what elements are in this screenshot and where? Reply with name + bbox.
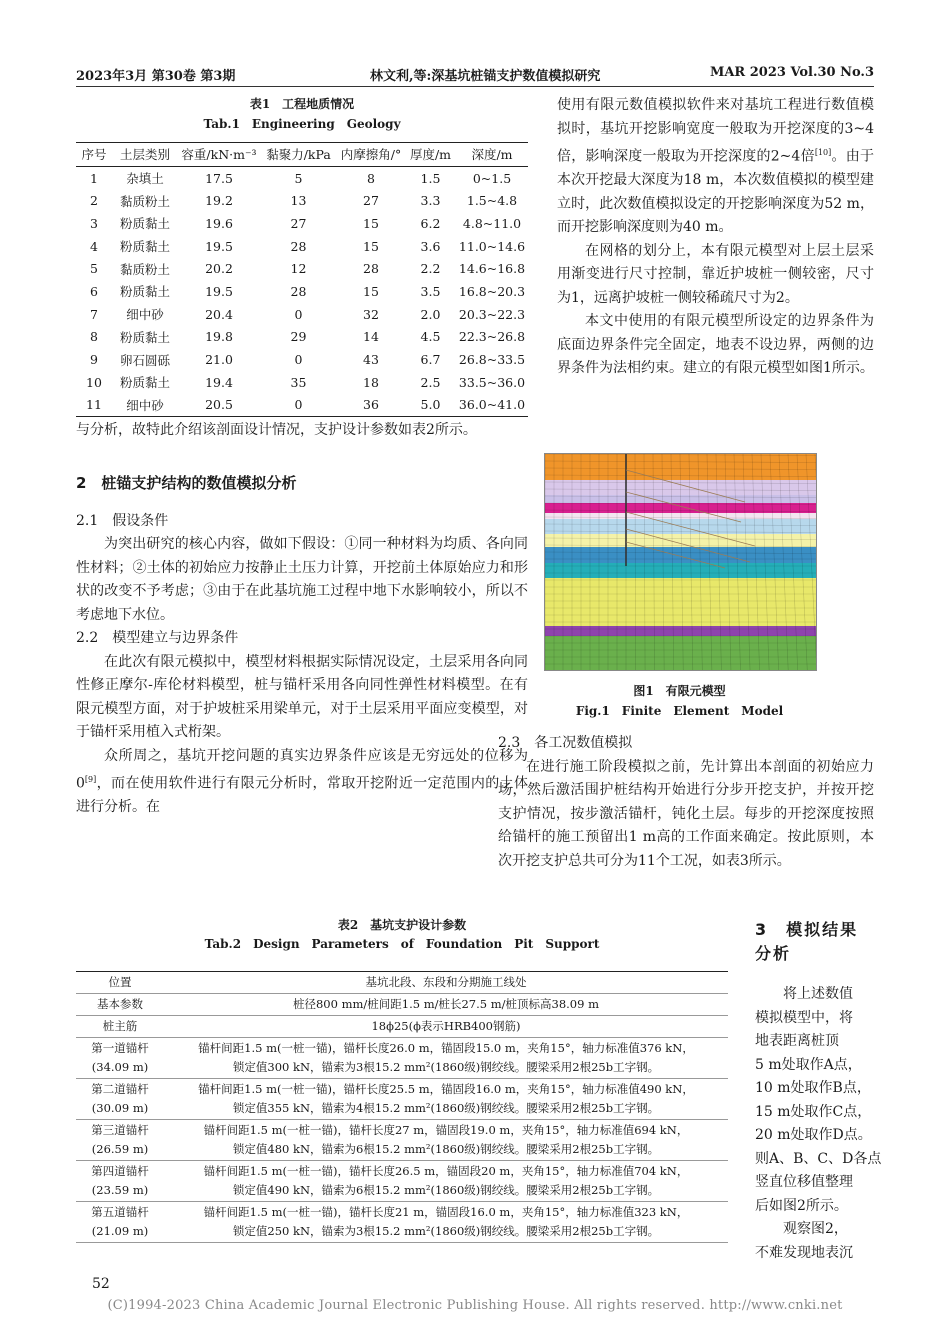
- table1-cell: 20.2: [205, 261, 233, 277]
- section3-line: 观察图2，: [783, 1221, 848, 1237]
- table2-label: 第二道锚杆: [91, 1082, 149, 1096]
- table2-label-cell: [76, 972, 164, 994]
- table2-caption-cn: 表2 基坑支护设计参数: [337, 918, 467, 932]
- section21-paragraph: 为突出研究的核心内容，做如下假设：①同一种材料为均质、各向同性材料；②土体的初始应力按静止土压力计算，开挖前土体原始应力和形状的改变不予考虑；③由于在此基坑施工过程中地下水影响较小，所以不考虑地下水位。: [76, 536, 528, 623]
- copyright-footer: (C)1994-2023 China Academic Journal Electronic Publishing House. All rights reserved. http://www.cnki.net: [107, 1298, 843, 1313]
- table2-label-cell: [76, 1202, 164, 1243]
- paragraph-after-table1: 与分析，故特此介绍该剖面设计情况，支护设计参数如表2所示。: [76, 422, 477, 438]
- figure1-caption-en: Fig.1 Finite Element Model: [575, 704, 784, 718]
- table1-cell: 14.6~16.8: [458, 261, 526, 277]
- excavation-area: [545, 454, 625, 551]
- section3: [755, 918, 882, 1265]
- table2-label-cell: [76, 1038, 164, 1079]
- section23: [498, 732, 874, 873]
- table2-row: [76, 1079, 728, 1120]
- table1-cell: 27: [290, 215, 307, 231]
- table1-cell: 粉质黏土: [119, 216, 170, 232]
- section3-line: 后如图2所示。: [755, 1197, 848, 1214]
- table1-grid: [76, 142, 528, 417]
- table2-content-line2: 锁定值300 kN，锚索为3根15.2 mm²(1860级)钢绞线。腰梁采用2根25b工字钢。: [232, 1060, 660, 1074]
- table2-label-cell: [76, 994, 164, 1016]
- table1-cell: 4.5: [420, 329, 441, 345]
- section2-title: 2 桩锚支护结构的数值模拟分析: [76, 473, 297, 492]
- reference-10: [10]: [814, 148, 832, 157]
- table2-label: 基本参数: [97, 997, 143, 1011]
- table1-cell: 29: [290, 329, 307, 345]
- table2-content-cell: [164, 1038, 728, 1079]
- table2-label: 位置: [108, 975, 132, 989]
- left-column: [76, 419, 528, 820]
- table1-cell: 6: [90, 283, 98, 299]
- table2-content-line2: 锁定值490 kN，锚索为6根15.2 mm²(1860级)钢绞线。腰梁采用2根25b工字钢。: [232, 1183, 660, 1197]
- table2-row: [76, 1161, 728, 1202]
- table2-content-line2: 锁定值480 kN，锚索为6根15.2 mm²(1860级)钢绞线。腰梁采用2根25b工字钢。: [232, 1142, 660, 1156]
- section3-line: 5 m处取作A点，: [755, 1056, 862, 1073]
- table1-cell: 13: [290, 193, 307, 209]
- table2-row: [76, 1016, 728, 1038]
- table1-cell: 19.5: [205, 283, 233, 299]
- table1-cell: 5: [90, 261, 98, 277]
- section22-p2-part-b: ，而在使用软件进行有限元分析时，常取开挖附近一定范围内的土体进行分析。在: [76, 775, 528, 816]
- table1-cell: 11: [86, 397, 102, 413]
- table2-row: [76, 972, 728, 994]
- header-journal-issue: 2023年3月 第30卷 第3期: [76, 69, 236, 84]
- table2-content-line2: 锁定值355 kN，锚索为4根15.2 mm²(1860级)钢绞线。腰梁采用2根25b工字钢。: [232, 1101, 660, 1115]
- table1-cell: 28: [290, 283, 307, 299]
- table1-cell: 15: [363, 238, 379, 254]
- section3-line: 模拟模型中，将: [755, 1009, 853, 1026]
- table1-header-cell: 深度/m: [471, 147, 513, 163]
- table1-cell: 卵石圆砾: [119, 352, 170, 368]
- table2-content: 锚杆间距1.5 m(一桩一锚)，锚杆长度26.0 m，锚固段15.0 m，夹角15°，轴力标准值376 kN，: [198, 1041, 694, 1055]
- table2-row: [76, 994, 728, 1016]
- section22-title: 2.2 模型建立与边界条件: [76, 630, 239, 646]
- table1-cell: 细中砂: [126, 307, 164, 323]
- table2-label-elevation: (23.59 m): [91, 1183, 149, 1197]
- table2-content: 桩径800 mm/桩间距1.5 m/桩长27.5 m/桩顶标高38.09 m: [292, 997, 600, 1011]
- table2-content-cell: [164, 1161, 728, 1202]
- table2-content: 锚杆间距1.5 m(一桩一锚)，锚杆长度27 m，锚固段19.0 m，夹角15°，轴力标准值694 kN，: [203, 1123, 689, 1137]
- table1-cell: 粉质黏土: [119, 239, 170, 255]
- table1-header-cell: 内摩擦角/°: [340, 147, 402, 163]
- table2-content: 锚杆间距1.5 m(一桩一锚)，锚杆长度21 m，锚固段16.0 m，夹角15°，轴力标准值323 kN，: [203, 1205, 689, 1219]
- table1-header-cell: 土层类别: [119, 147, 170, 163]
- table1-cell: 黏质粉土: [119, 261, 170, 277]
- figure1-caption-cn: 图1 有限元模型: [633, 684, 726, 698]
- section3-title-line1: 3 模拟结果: [755, 920, 859, 939]
- table1-cell: 35: [290, 374, 307, 390]
- table2-content-cell: [164, 994, 728, 1016]
- right-p1-part-a: 使用有限元数值模拟软件来对基坑工程进行数值模拟时，基坑开挖影响宽度一般取为开挖深度的3~4倍，影响深度一般取为开挖深度的2~4倍: [557, 97, 874, 165]
- table1-cell: 2.5: [420, 374, 441, 390]
- table2-row: [76, 1120, 728, 1161]
- table2-content-cell: [164, 1120, 728, 1161]
- table2-label: 第四道锚杆: [91, 1164, 149, 1178]
- table2-content: 基坑北段、东段和分期施工线处: [365, 975, 527, 989]
- table1-cell: 粉质黏土: [119, 284, 170, 300]
- section3-title-line2: 分析: [755, 944, 792, 963]
- header-rule: [76, 86, 874, 87]
- table1-cell: 19.8: [205, 329, 233, 345]
- section3-line: 地表距离桩顶: [755, 1033, 839, 1049]
- table1-header-cell: 黏聚力/kPa: [266, 147, 331, 163]
- table2-label-cell: [76, 1016, 164, 1038]
- right-paragraph-1: [557, 94, 874, 240]
- section3-line: 20 m处取作D点。: [755, 1127, 872, 1143]
- section22-paragraph-2: [76, 745, 528, 820]
- table2-content-line2: 锁定值250 kN，锚索为3根15.2 mm²(1860级)钢绞线。腰梁采用2根25b工字钢。: [232, 1224, 660, 1238]
- section3-line: 15 m处取作C点，: [755, 1103, 872, 1120]
- table1-cell: 28: [363, 261, 379, 277]
- table2-content: 18ϕ25(ϕ表示HRB400钢筋): [371, 1019, 521, 1033]
- table1-cell: 粉质黏土: [119, 375, 170, 391]
- table1-cell: 杂填土: [126, 171, 164, 187]
- table1-cell: 11.0~14.6: [458, 238, 526, 254]
- table2-label: 桩主筋: [102, 1019, 138, 1033]
- table1-row: [76, 394, 528, 417]
- table2-label-elevation: (34.09 m): [91, 1060, 149, 1074]
- soil-layer-band: [545, 636, 816, 670]
- table1-cell: 19.5: [205, 238, 233, 254]
- table2-content-cell: [164, 1016, 728, 1038]
- table1-header-cell: 序号: [81, 147, 107, 163]
- table2-content-cell: [164, 1202, 728, 1243]
- table2-label-elevation: (30.09 m): [91, 1101, 149, 1115]
- table2-row: [76, 1038, 728, 1079]
- table1-cell: 28: [290, 238, 307, 254]
- table1-cell: 3.5: [420, 283, 441, 299]
- table1-cell: 2.0: [420, 306, 441, 322]
- table2-content-cell: [164, 972, 728, 994]
- table2-label: 第五道锚杆: [91, 1205, 149, 1219]
- table2-content-cell: [164, 1079, 728, 1120]
- table1-cell: 36: [363, 397, 379, 413]
- table1-cell: 43: [363, 352, 379, 368]
- table1-caption-en: Tab.1 Engineering Geology: [203, 117, 401, 131]
- table1-row: [76, 371, 528, 394]
- table1-cell: 20.4: [205, 306, 233, 322]
- table1-row: [76, 348, 528, 371]
- section23-title: 2.3 各工况数值模拟: [498, 735, 633, 751]
- table1-cell: 1.5~4.8: [466, 193, 518, 209]
- table2-row: [76, 1202, 728, 1243]
- table1-cell: 32: [363, 306, 379, 322]
- table1-cell: 1.5: [420, 170, 441, 186]
- table1-cell: 36.0~41.0: [458, 397, 526, 413]
- table1-cell: 0: [294, 397, 303, 413]
- table1-cell: 5.0: [420, 397, 441, 413]
- table1-cell: 15: [363, 215, 379, 231]
- table1-cell: 14: [363, 329, 379, 345]
- table1-cell: 15: [363, 283, 379, 299]
- header-volume: MAR 2023 Vol.30 No.3: [709, 65, 874, 80]
- table1-cell: 5: [294, 170, 303, 186]
- table2-label-elevation: (21.09 m): [91, 1224, 149, 1238]
- table1-row: [76, 212, 528, 235]
- table1-cell: 2.2: [420, 261, 441, 277]
- table1-cell: 18: [363, 374, 379, 390]
- section3-line: 竖直位移值整理: [755, 1174, 853, 1190]
- table1-row: [76, 326, 528, 349]
- table1-cell: 27: [363, 193, 379, 209]
- section3-line: 不难发现地表沉: [755, 1244, 853, 1261]
- table1-cell: 0: [294, 352, 303, 368]
- table1: [76, 142, 528, 417]
- page-number: 52: [92, 1276, 110, 1292]
- table1-cell: 20.3~22.3: [458, 306, 526, 322]
- table1-cell: 2: [90, 193, 98, 209]
- table2-label-cell: [76, 1161, 164, 1202]
- table1-cell: 8: [367, 170, 375, 186]
- section22-p2-part-a: 众所周之，基坑开挖问题的真实边界条件应该是无穷远处的位移为0: [76, 747, 528, 792]
- table2-grid: [76, 971, 728, 1243]
- table1-cell: 21.0: [205, 352, 233, 368]
- section22-paragraph-1: 在此次有限元模拟中，模型材料根据实际情况设定，土层采用各向同性修正摩尔-库伦材料模型，桩与锚杆采用各向同性弹性材料模型。在有限元模型方面，对于护坡桩采用梁单元，对于土层采用平面应变模型，对于锚杆采用植入式桁架。: [76, 653, 528, 740]
- table1-header-cell: 容重/kN·m⁻³: [181, 147, 257, 163]
- table1-cell: 4: [90, 238, 98, 254]
- soil-layer-band: [545, 626, 816, 636]
- table1-row: [76, 280, 528, 303]
- table1-cell: 细中砂: [126, 397, 164, 413]
- right-paragraph-3: 本文中使用的有限元模型所设定的边界条件为底面边界条件完全固定，地表不设边界，两侧的边界条件为法相约束。建立的有限元模型如图1所示。: [557, 313, 874, 377]
- figure1-fe-model: [544, 453, 817, 671]
- table1-cell: 8: [90, 329, 98, 345]
- table1-header-cell: 厚度/m: [409, 147, 452, 163]
- table2-label-cell: [76, 1120, 164, 1161]
- table2-label: 第三道锚杆: [91, 1123, 149, 1137]
- table1-row: [76, 166, 528, 189]
- table1-cell: 17.5: [205, 170, 233, 186]
- table1-cell: 3.6: [420, 238, 441, 254]
- table1-cell: 12: [290, 261, 307, 277]
- table1-row: [76, 235, 528, 258]
- section21-title: 2.1 假设条件: [76, 512, 169, 529]
- table2-content: 锚杆间距1.5 m(一桩一锚)，锚杆长度25.5 m，锚固段16.0 m，夹角15°，轴力标准值490 kN，: [198, 1082, 694, 1096]
- table1-cell: 6.7: [420, 352, 441, 368]
- section3-text: [755, 983, 882, 1265]
- fe-mesh-svg: [545, 454, 816, 670]
- table2-label-cell: [76, 1079, 164, 1120]
- table1-cell: 19.2: [205, 193, 233, 209]
- table1-cell: 0: [294, 306, 303, 322]
- table1-cell: 19.6: [205, 215, 233, 231]
- right-paragraph-2: 在网格的划分上，本有限元模型对上层土层采用渐变进行尺寸控制，靠近护坡桩一侧较密，尺寸为1，远离护坡桩一侧较稀疏尺寸为2。: [557, 242, 874, 306]
- table2: [76, 971, 728, 1243]
- header-article-title: 林文利,等:深基坑桩锚支护数值模拟研究: [370, 69, 601, 84]
- section3-line: 将上述数值: [783, 986, 853, 1002]
- table2-label: 第一道锚杆: [91, 1041, 149, 1055]
- table1-cell: 26.8~33.5: [458, 352, 526, 368]
- table1-cell: 3.3: [420, 193, 441, 209]
- soil-layer-band: [545, 563, 816, 578]
- section3-line: 10 m处取作B点，: [755, 1080, 871, 1096]
- reference-9: [9]: [84, 775, 97, 784]
- right-p1-part-b: 。由于本次开挖最大深度为18 m，本次数值模拟的模型建立时，此次数值模拟设定的开挖影响深度为52 m，而开挖影响深度则为40 m。: [557, 148, 875, 236]
- table1-cell: 10: [86, 374, 102, 390]
- table1-cell: 9: [90, 352, 98, 368]
- section23-paragraph: 在进行施工阶段模拟之前，先计算出本剖面的初始应力场，然后激活围护桩结构开始进行分步开挖支护，并按开挖支护情况，按步激活锚杆，钝化土层。每步的开挖深度按照给锚杆的施工预留出1 m高的工作面来确定。按此原则，本次开挖支护总共可分为11个工况，如表3所示。: [498, 758, 874, 869]
- table1-cell: 4.8~11.0: [462, 215, 522, 231]
- right-column-top: [557, 94, 874, 381]
- table1-cell: 粉质黏土: [119, 329, 170, 345]
- table1-caption-cn: 表1 工程地质情况: [249, 97, 355, 111]
- table1-cell: 20.5: [205, 397, 233, 413]
- table2-caption-en: Tab.2 Design Parameters of Foundation Pit Support: [204, 937, 600, 951]
- table1-cell: 19.4: [205, 374, 233, 390]
- table1-cell: 6.2: [420, 215, 441, 231]
- table2-label-elevation: (26.59 m): [91, 1142, 149, 1156]
- table1-cell: 0~1.5: [472, 170, 512, 186]
- table1-row: [76, 303, 528, 326]
- section3-line: 则A、B、C、D各点: [755, 1150, 882, 1167]
- table1-cell: 33.5~36.0: [458, 374, 526, 390]
- table1-header-row: [76, 143, 528, 167]
- table1-row: [76, 257, 528, 280]
- table1-cell: 22.3~26.8: [458, 329, 526, 345]
- table1-cell: 3: [90, 215, 98, 231]
- table1-cell: 7: [90, 306, 98, 322]
- table1-cell: 黏质粉土: [119, 193, 170, 209]
- table1-row: [76, 189, 528, 212]
- table2-content: 锚杆间距1.5 m(一桩一锚)，锚杆长度26.5 m，锚固段20 m，夹角15°，轴力标准值704 kN，: [203, 1164, 689, 1178]
- table1-cell: 1: [90, 170, 98, 186]
- table1-cell: 16.8~20.3: [458, 283, 526, 299]
